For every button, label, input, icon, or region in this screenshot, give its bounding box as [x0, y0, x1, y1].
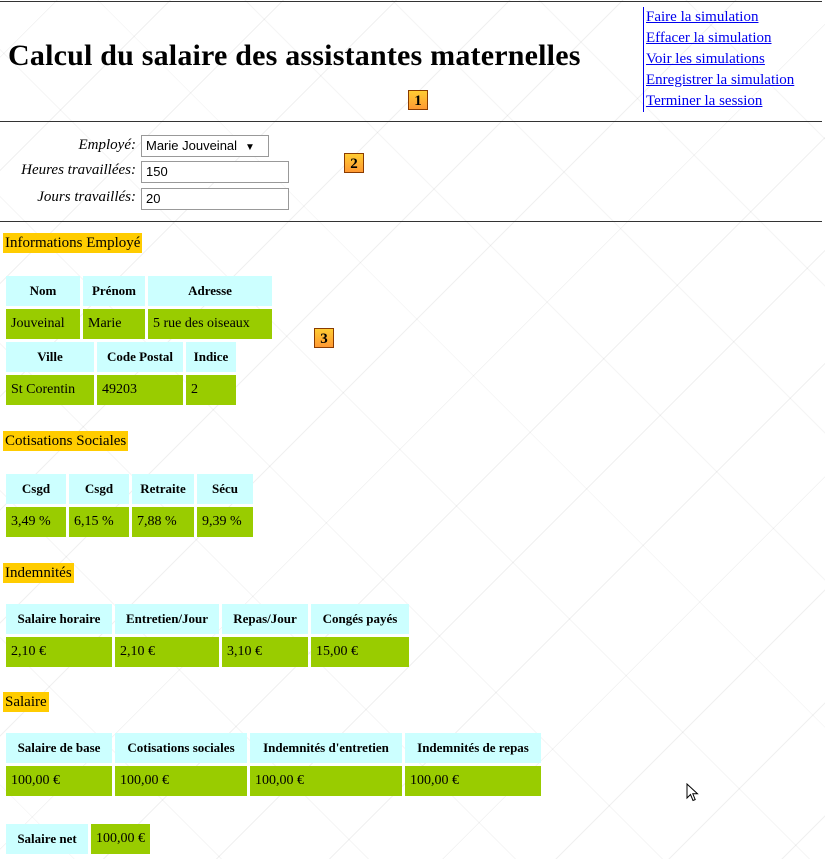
- cotisations-table: [3, 471, 256, 540]
- cell-repas-jour: 3,10 €: [222, 637, 308, 667]
- col-header-secu: Sécu: [197, 474, 253, 504]
- cell-ville: St Corentin: [6, 375, 94, 405]
- nav-link-enregistrer-simulation[interactable]: Enregistrer la simulation: [643, 70, 794, 91]
- employee-select[interactable]: [141, 135, 269, 157]
- page-title: Calcul du salaire des assistantes maternelles: [8, 39, 581, 72]
- nav-link-effacer-simulation[interactable]: Effacer la simulation: [643, 28, 794, 49]
- cell-indice: 2: [186, 375, 236, 405]
- col-header-adresse: Adresse: [148, 276, 272, 306]
- cell-csgd-1: 3,49 %: [6, 507, 66, 537]
- hours-input[interactable]: 150: [141, 161, 289, 183]
- nav-menu: [643, 7, 794, 112]
- col-header-csgd-1: Csgd: [6, 474, 66, 504]
- col-header-indemnites-entretien: Indemnités d'entretien: [250, 733, 402, 763]
- col-header-retraite: Retraite: [132, 474, 194, 504]
- badge-1: 1: [408, 90, 428, 110]
- col-header-ville: Ville: [6, 342, 94, 372]
- salaire-net-table: [3, 821, 153, 857]
- cell-code-postal: 49203: [97, 375, 183, 405]
- col-header-indemnites-repas: Indemnités de repas: [405, 733, 541, 763]
- cell-salaire-horaire: 2,10 €: [6, 637, 112, 667]
- section-indemnites: Indemnités: [5, 565, 72, 581]
- cell-indemnites-repas: 100,00 €: [405, 766, 541, 796]
- col-header-conges-payes: Congés payés: [311, 604, 409, 634]
- section-cotisations-sociales: Cotisations Sociales: [5, 433, 127, 449]
- rule-after-header: [0, 121, 822, 122]
- cell-cotisations-sociales: 100,00 €: [115, 766, 247, 796]
- nav-link-voir-simulations[interactable]: Voir les simulations: [643, 49, 794, 70]
- hours-label: Heures travaillées:: [21, 162, 136, 178]
- col-header-nom: Nom: [6, 276, 80, 306]
- section-informations-employe: Informations Employé: [5, 235, 141, 251]
- section-salaire: Salaire: [5, 694, 47, 710]
- cell-prenom: Marie: [83, 309, 145, 339]
- cell-indemnites-entretien: 100,00 €: [250, 766, 402, 796]
- salaire-net-value: 100,00 €: [91, 824, 150, 854]
- days-label: Jours travaillés:: [37, 189, 136, 205]
- cell-retraite: 7,88 %: [132, 507, 194, 537]
- badge-3: 3: [314, 328, 334, 348]
- col-header-cotisations-sociales: Cotisations sociales: [115, 733, 247, 763]
- cell-csgd-2: 6,15 %: [69, 507, 129, 537]
- cell-adresse: 5 rue des oiseaux: [148, 309, 272, 339]
- col-header-salaire-base: Salaire de base: [6, 733, 112, 763]
- cell-secu: 9,39 %: [197, 507, 253, 537]
- col-header-repas-jour: Repas/Jour: [222, 604, 308, 634]
- employee-label: Employé:: [78, 137, 136, 153]
- nav-link-faire-simulation[interactable]: Faire la simulation: [643, 7, 794, 28]
- col-header-salaire-horaire: Salaire horaire: [6, 604, 112, 634]
- employee-select-value: Marie Jouveinal: [146, 138, 238, 153]
- salaire-net-label: Salaire net: [6, 824, 88, 854]
- top-rule: [0, 1, 822, 2]
- employee-info-table-2: [3, 339, 239, 408]
- cell-conges-payes: 15,00 €: [311, 637, 409, 667]
- col-header-code-postal: Code Postal: [97, 342, 183, 372]
- col-header-indice: Indice: [186, 342, 236, 372]
- employee-info-table-1: [3, 273, 275, 342]
- col-header-csgd-2: Csgd: [69, 474, 129, 504]
- cell-salaire-base: 100,00 €: [6, 766, 112, 796]
- col-header-prenom: Prénom: [83, 276, 145, 306]
- rule-after-form: [0, 221, 822, 222]
- salaire-table: [3, 730, 544, 799]
- cell-entretien-jour: 2,10 €: [115, 637, 219, 667]
- cell-nom: Jouveinal: [6, 309, 80, 339]
- mouse-pointer-icon: [686, 783, 700, 803]
- col-header-entretien-jour: Entretien/Jour: [115, 604, 219, 634]
- days-input[interactable]: 20: [141, 188, 289, 210]
- chevron-down-icon: ▼: [245, 142, 255, 153]
- badge-2: 2: [344, 153, 364, 173]
- nav-link-terminer-session[interactable]: Terminer la session: [643, 91, 794, 112]
- indemnites-table: [3, 601, 412, 670]
